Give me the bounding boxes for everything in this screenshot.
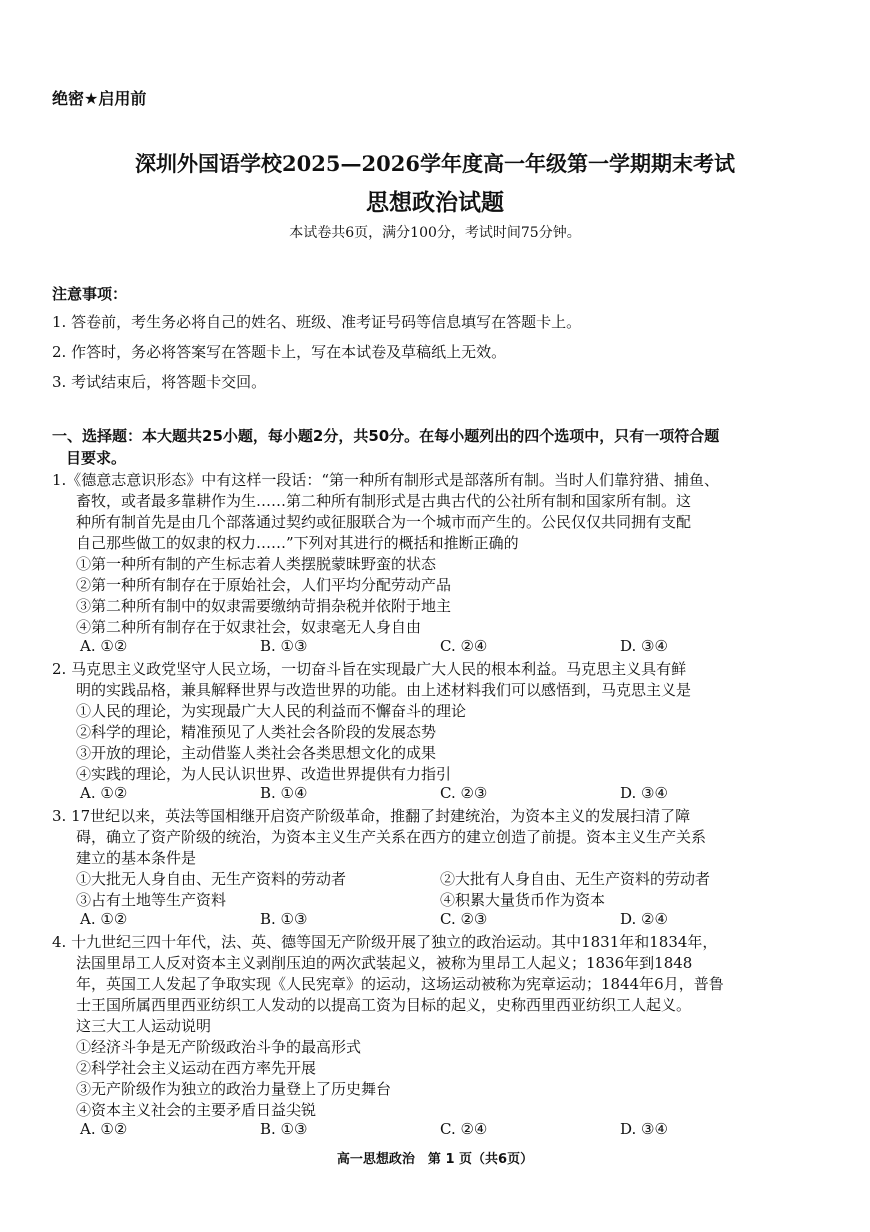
exam-title: 深圳外国语学校2025—2026学年度高一年级第一学期期末考试	[135, 151, 735, 176]
question-3-choice-d: D. ②④	[620, 910, 668, 928]
question-3-stem: 建立的基本条件是	[76, 849, 197, 867]
notice-item: 3. 考试结束后，将答题卡交回。	[52, 373, 267, 391]
question-4-option: ②科学社会主义运动在西方率先开展	[76, 1059, 317, 1077]
question-2-choice-b: B. ①④	[260, 784, 308, 802]
question-1-choice-a: A. ①②	[80, 637, 128, 655]
notice-item: 2. 作答时，务必将答案写在答题卡上，写在本试卷及草稿纸上无效。	[52, 343, 507, 361]
question-3-option: ②大批有人身自由、无生产资料的劳动者	[440, 870, 711, 888]
question-3-choice-b: B. ①③	[260, 910, 308, 928]
question-1-stem: 1.《德意志意识形态》中有这样一段话：“第一种所有制形式是部落所有制。当时人们靠狩猎、捕鱼、	[52, 471, 719, 489]
question-2-choice-c: C. ②③	[440, 784, 488, 802]
notice-heading: 注意事项：	[52, 285, 128, 303]
question-4-option: ④资本主义社会的主要矛盾日益尖锐	[76, 1101, 317, 1119]
question-4-option: ③无产阶级作为独立的政治力量登上了历史舞台	[76, 1080, 392, 1098]
question-2-option: ③开放的理论，主动借鉴人类社会各类思想文化的成果	[76, 744, 437, 762]
question-1-stem: 种所有制首先是由几个部落通过契约或征服联合为一个城市而产生的。公民仅仅共同拥有支配	[76, 513, 692, 531]
subject-title: 思想政治试题	[366, 189, 504, 216]
question-3-option: ③占有土地等生产资料	[76, 891, 227, 909]
question-2-stem: 明的实践品格，兼具解释世界与改造世界的功能。由上述材料我们可以感悟到，马克思主义是	[76, 681, 692, 699]
question-3-option: ①大批无人身自由、无生产资料的劳动者	[76, 870, 347, 888]
question-1-option: ①第一种所有制的产生标志着人类摆脱蒙昧野蛮的状态	[76, 555, 437, 573]
question-2-option: ④实践的理论，为人民认识世界、改造世界提供有力指引	[76, 765, 452, 783]
question-4-option: ①经济斗争是无产阶级政治斗争的最高形式	[76, 1038, 362, 1056]
question-1-option: ④第二种所有制存在于奴隶社会，奴隶毫无人身自由	[76, 618, 422, 636]
question-1-choice-d: D. ③④	[620, 637, 668, 655]
question-3-choice-a: A. ①②	[80, 910, 128, 928]
question-2-option: ①人民的理论，为实现最广大人民的利益而不懈奋斗的理论	[76, 702, 467, 720]
question-3-stem: 3. 17世纪以来，英法等国相继开启资产阶级革命，推翻了封建统治，为资本主义的发展扫清了障	[52, 807, 691, 825]
question-1-option: ③第二种所有制中的奴隶需要缴纳苛捐杂税并依附于地主	[76, 597, 452, 615]
section-heading: 一、选择题：本大题共25小题，每小题2分，共50分。在每小题列出的四个选项中，只有一项符合题	[52, 427, 720, 445]
question-3-option: ④积累大量货币作为资本	[440, 891, 606, 909]
section-heading-cont: 目要求。	[66, 449, 127, 467]
question-3-choice-c: C. ②③	[440, 910, 488, 928]
question-3-stem: 碍，确立了资产阶级的统治，为资本主义生产关系在西方的建立创造了前提。资本主义生产关系	[76, 828, 707, 846]
question-2-option: ②科学的理论，精准预见了人类社会各阶段的发展态势	[76, 723, 437, 741]
question-1-option: ②第一种所有制存在于原始社会，人们平均分配劳动产品	[76, 576, 452, 594]
question-1-choice-c: C. ②④	[440, 637, 488, 655]
question-1-choice-b: B. ①③	[260, 637, 308, 655]
question-2-choice-d: D. ③④	[620, 784, 668, 802]
exam-info: 本试卷共6页，满分100分，考试时间75分钟。	[289, 225, 581, 241]
question-4-choice-a: A. ①②	[80, 1120, 128, 1138]
question-4-choice-d: D. ③④	[620, 1120, 668, 1138]
page-footer: 高一思想政治 第 1 页（共6页）	[336, 1152, 534, 1167]
question-4-stem: 士王国所属西里西亚纺织工人发动的以提高工资为目标的起义，史称西里西亚纺织工人起义。	[76, 996, 692, 1014]
question-4-choice-b: B. ①③	[260, 1120, 308, 1138]
question-1-stem: 自己那些做工的奴隶的权力……”下列对其进行的概括和推断正确的	[76, 534, 519, 552]
question-4-stem: 法国里昂工人反对资本主义剥削压迫的两次武装起义，被称为里昂工人起义；1836年到1848	[76, 954, 693, 972]
question-2-stem: 2. 马克思主义政党坚守人民立场，一切奋斗旨在实现最广大人民的根本利益。马克思主义具有鲜	[52, 660, 687, 678]
question-4-choice-c: C. ②④	[440, 1120, 488, 1138]
secret-label: 绝密★启用前	[52, 89, 147, 108]
question-1-stem: 畜牧，或者最多靠耕作为生……第二种所有制形式是古典古代的公社所有制和国家所有制。这	[76, 492, 692, 510]
question-4-stem: 这三大工人运动说明	[76, 1017, 212, 1035]
question-4-stem: 4. 十九世纪三四十年代，法、英、德等国无产阶级开展了独立的政治运动。其中1831年和1834年，	[52, 933, 718, 951]
question-4-stem: 年，英国工人发起了争取实现《人民宪章》的运动，这场运动被称为宪章运动；1844年6月，普鲁	[76, 975, 724, 993]
question-2-choice-a: A. ①②	[80, 784, 128, 802]
notice-item: 1. 答卷前，考生务必将自己的姓名、班级、准考证号码等信息填写在答题卡上。	[52, 313, 582, 331]
